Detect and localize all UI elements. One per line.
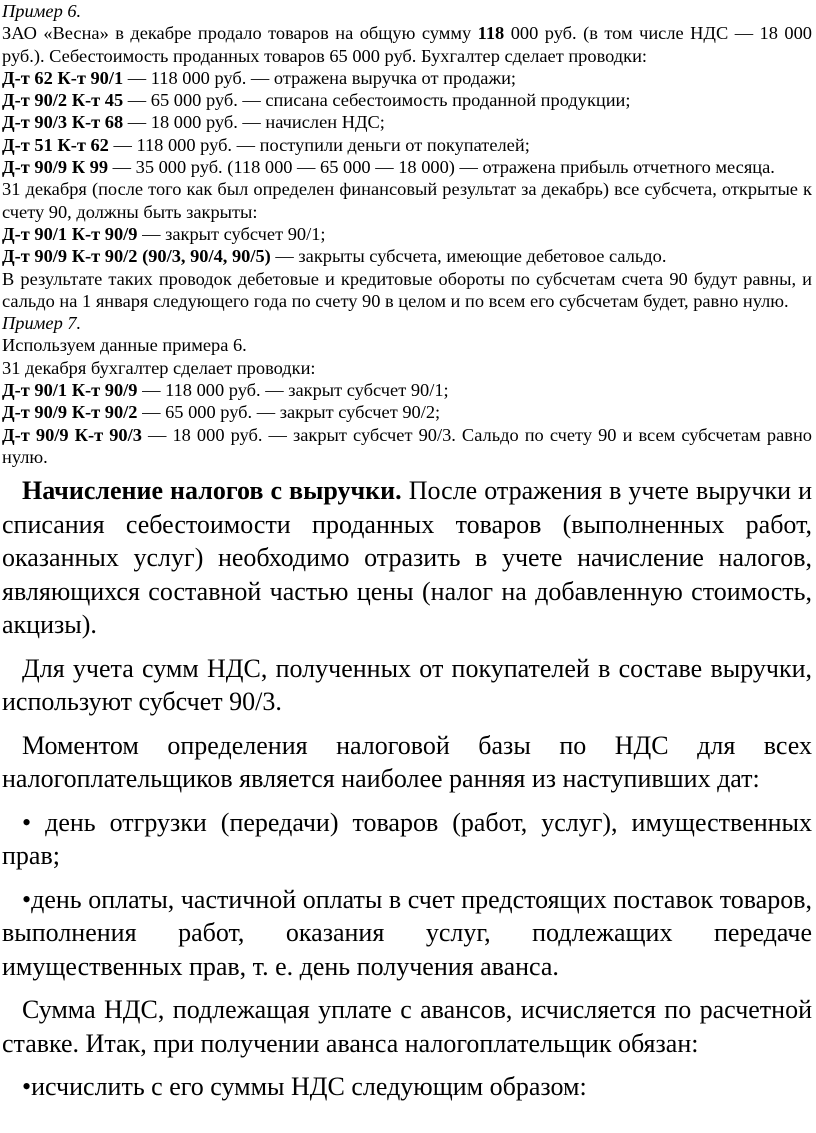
entry-text: — 118 000 руб. — закрыт субсчет 90/1; bbox=[137, 380, 449, 401]
entry-code: Д-т 90/9 К-т 90/2 bbox=[2, 402, 138, 423]
entry-code: Д-т 90/9 К 99 bbox=[2, 157, 109, 178]
example-7-line-1: Используем данные примера 6. bbox=[2, 335, 247, 356]
entry-code: Д-т 90/3 К-т 68 bbox=[2, 112, 124, 133]
entry-line bbox=[2, 156, 812, 178]
entry-code: Д-т 51 К-т 62 bbox=[2, 134, 109, 155]
entry-line bbox=[2, 424, 812, 469]
entry-text: — 65 000 руб. — закрыт субсчет 90/2; bbox=[137, 402, 441, 423]
section-paragraph: Сумма НДС, подлежащая уплате с авансов, исчисляется по расчетной ставке. Итак, при получении аванса налогоплательщик обязан: bbox=[2, 995, 812, 1058]
example-6-intro-text-b: 000 руб. (в том числе НДС — 18 000 руб.). Себестоимость проданных товаров 65 000 руб. Бухгалтер сделает проводки: bbox=[2, 23, 813, 66]
section-paragraph: Моментом определения налоговой базы по НДС для всех налогоплательщиков является наиболее ранняя из наступивших дат: bbox=[2, 730, 812, 794]
entry-line bbox=[2, 401, 812, 423]
entry-code: Д-т 90/9 К-т 90/2 (90/3, 90/4, 90/5) bbox=[2, 246, 271, 267]
entry-text: — закрыты субсчета, имеющие дебетовое сальдо. bbox=[270, 246, 667, 267]
example-6-intro-text-a: ЗАО «Весна» в декабре продало товаров на общую сумму bbox=[2, 23, 478, 44]
tax-section bbox=[2, 474, 812, 1104]
entry-text: — 18 000 руб. — начислен НДС; bbox=[123, 112, 385, 133]
entry-line bbox=[2, 89, 812, 111]
example-7-line-2: 31 декабря бухгалтер сделает проводки: bbox=[2, 357, 316, 378]
result-paragraph: В результате таких проводок дебетовые и кредитовые обороты по субсчетам счета 90 будут равны, и сальдо на 1 января следующего года по счету 90 в целом и по всем его субсчетам будет, равно нулю. bbox=[2, 268, 812, 311]
section-first-text: После отражения в учете выручки и списания себестоимости проданных товаров (выполненных работ, оказанных услуг) необходимо отразить в учете начисление налогов, являющихся составной частью цены (налог на добавленную стоимость, акцизы). bbox=[2, 476, 813, 640]
bullet-item: •день оплаты, частичной оплаты в счет предстоящих поставок товаров, выполнения работ, оказания услуг, подлежащих передаче имущественных прав, т. е. день получения аванса. bbox=[2, 884, 812, 981]
section-paragraph: Для учета сумм НДС, полученных от покупателей в составе выручки, используют субсчет 90/3. bbox=[2, 653, 812, 717]
bullet-item: •исчислить с его суммы НДС следующим образом: bbox=[22, 1072, 587, 1102]
entry-text: — 118 000 руб. — поступили деньги от покупателей; bbox=[108, 134, 530, 155]
entry-code: Д-т 90/1 К-т 90/9 bbox=[2, 380, 138, 401]
example-6-intro-amount: 118 bbox=[477, 23, 505, 44]
entry-line bbox=[2, 134, 812, 156]
entry-line bbox=[2, 379, 812, 401]
entry-text: — 118 000 руб. — отражена выручка от продажи; bbox=[123, 67, 517, 88]
section-heading: Начисление налогов с выручки. bbox=[22, 476, 402, 506]
bullet-item: • день отгрузки (передачи) товаров (работ, услуг), имущественных прав; bbox=[2, 807, 812, 871]
entry-text: — 18 000 руб. — закрыт субсчет 90/3. Сальдо по счету 90 и всем субсчетам равно нулю. bbox=[2, 424, 812, 467]
entry-line bbox=[2, 67, 812, 89]
entry-code: Д-т 90/9 К-т 90/3 bbox=[2, 424, 142, 445]
section-first-paragraph bbox=[2, 474, 812, 642]
entry-code: Д-т 90/2 К-т 45 bbox=[2, 90, 124, 111]
example-6-label: Пример 6. bbox=[2, 1, 82, 21]
entry-text: — закрыт субсчет 90/1; bbox=[137, 223, 326, 244]
examples-block bbox=[2, 0, 812, 468]
closing-intro: 31 декабря (после того как был определен финансовый результат за декабрь) все субсчета, открытые к счету 90, должны быть закрыты: bbox=[2, 179, 812, 222]
example-6-intro bbox=[2, 22, 812, 67]
entry-line bbox=[2, 245, 812, 267]
entry-line bbox=[2, 223, 812, 245]
entry-text: — 35 000 руб. (118 000 — 65 000 — 18 000) — отражена прибыль отчетного месяца. bbox=[108, 157, 775, 178]
entry-code: Д-т 90/1 К-т 90/9 bbox=[2, 223, 138, 244]
example-7-label: Пример 7. bbox=[2, 313, 82, 334]
entry-text: — 65 000 руб. — списана себестоимость проданной продукции; bbox=[123, 90, 631, 111]
entry-line bbox=[2, 111, 812, 133]
entry-code: Д-т 62 К-т 90/1 bbox=[2, 67, 124, 88]
